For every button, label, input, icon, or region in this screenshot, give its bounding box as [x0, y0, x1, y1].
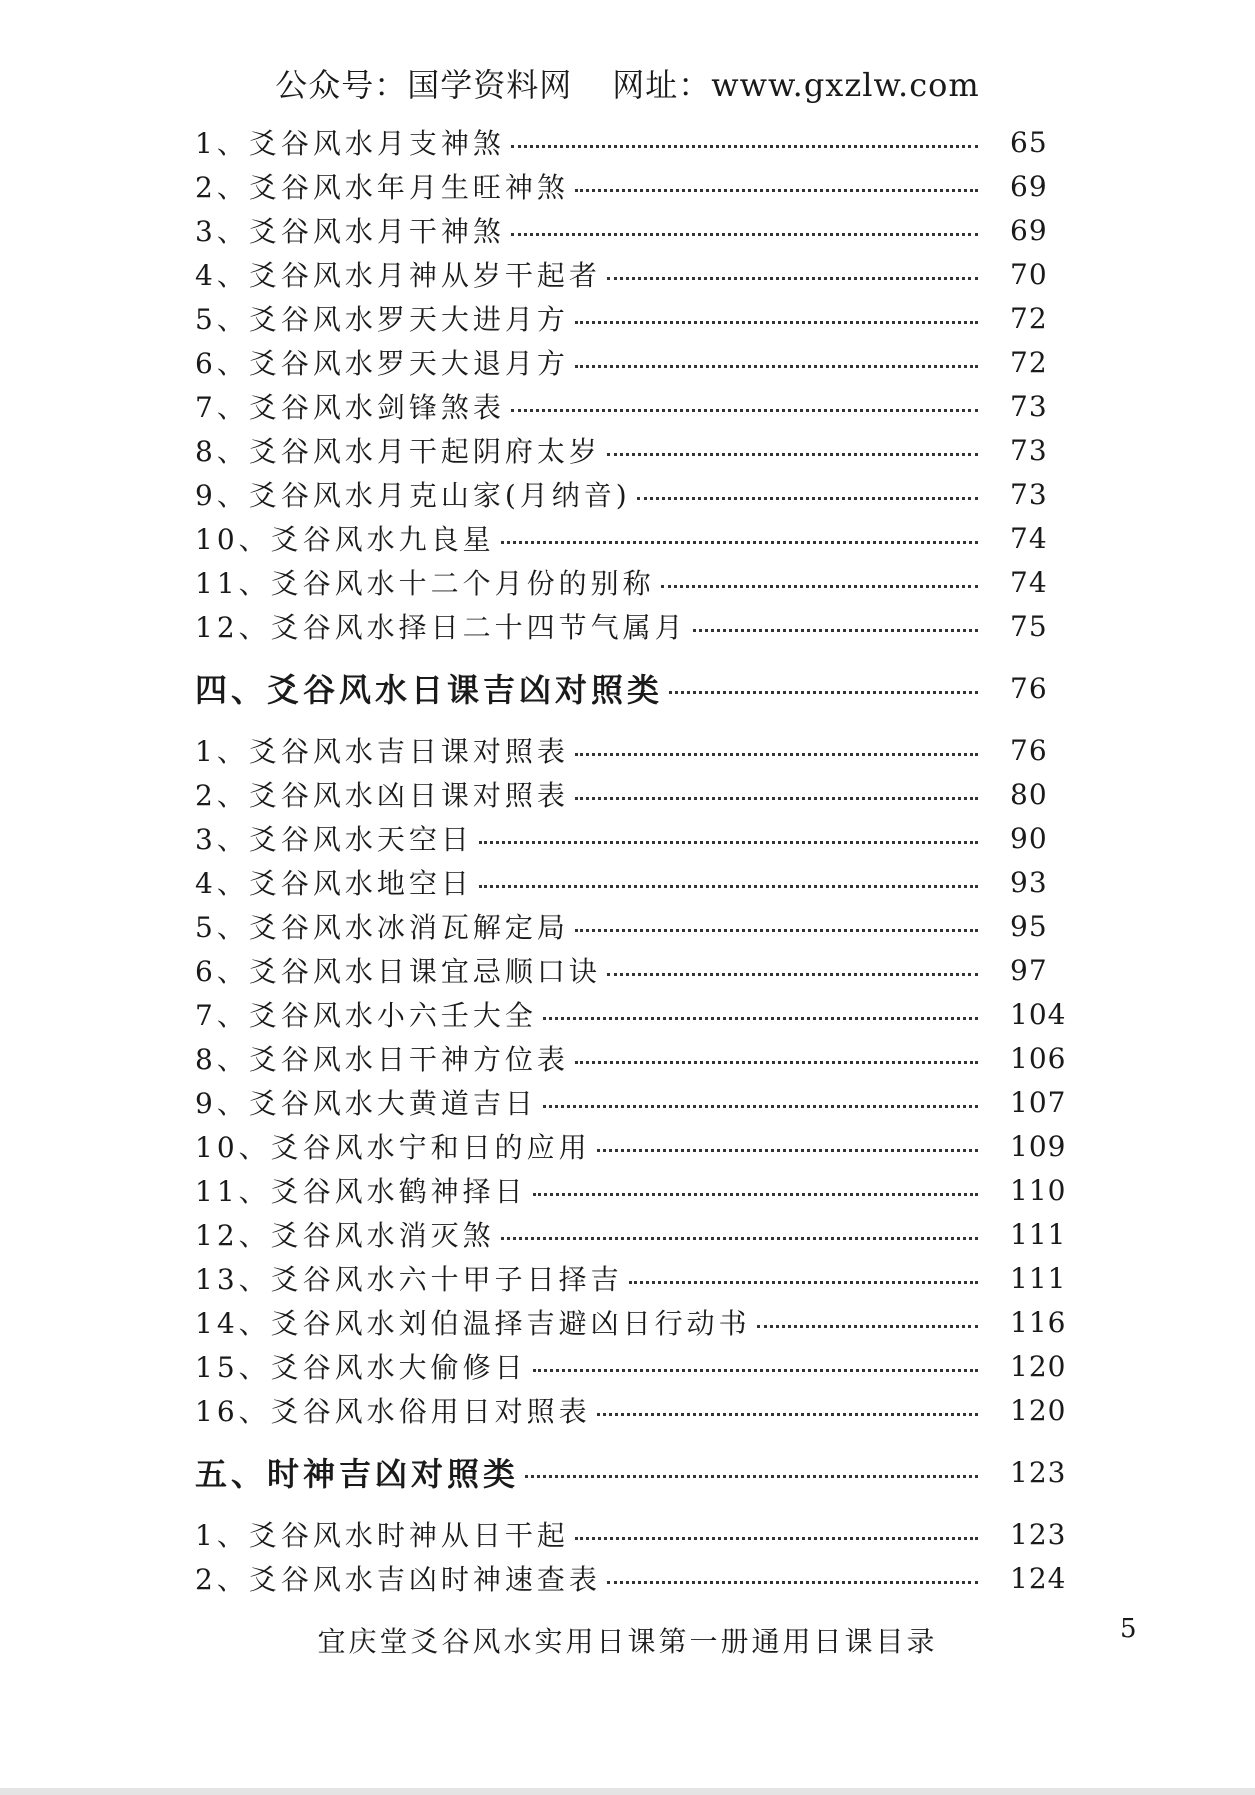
toc-entry [195, 1556, 1080, 1600]
toc-entry [195, 604, 1080, 648]
toc-entry [195, 860, 1080, 904]
toc-entry [195, 428, 1080, 472]
dot-leader [543, 1017, 978, 1020]
toc-entry-label: 1、爻谷风水时神从日干起 [195, 1519, 569, 1552]
table-of-contents [195, 120, 1080, 1600]
toc-entry-label: 10、爻谷风水九良星 [195, 523, 495, 556]
toc-entry-page: 75 [1010, 609, 1048, 643]
header-website: 网址：www.gxzlw.com [612, 66, 980, 104]
toc-entry [195, 948, 1080, 992]
toc-entry-page: 74 [1010, 521, 1048, 555]
header-wechat-account: 公众号：国学资料网 [275, 66, 573, 104]
dot-leader [575, 321, 978, 324]
toc-entry-label: 8、爻谷风水日干神方位表 [195, 1043, 569, 1076]
toc-entry-page: 97 [1010, 953, 1048, 987]
dot-leader [597, 1149, 978, 1152]
toc-entry-page: 110 [1010, 1173, 1067, 1207]
toc-entry-page: 80 [1010, 777, 1048, 811]
toc-entry-label: 15、爻谷风水大偷修日 [195, 1351, 527, 1384]
dot-leader [543, 1105, 978, 1108]
dot-leader [575, 753, 978, 756]
footer-title: 宜庆堂爻谷风水实用日课第一册通用日课目录 [317, 1625, 938, 1658]
toc-entry [195, 816, 1080, 860]
dot-leader [629, 1281, 978, 1284]
toc-entry-page: 70 [1010, 257, 1048, 291]
toc-entry-page: 93 [1010, 865, 1048, 899]
dot-leader [575, 797, 978, 800]
dot-leader [479, 841, 978, 844]
toc-entry-page: 123 [1010, 1455, 1067, 1489]
toc-entry [195, 164, 1080, 208]
toc-entry [195, 904, 1080, 948]
toc-entry [195, 340, 1080, 384]
dot-leader [511, 409, 978, 412]
toc-entry-page: 95 [1010, 909, 1048, 943]
toc-entry-page: 124 [1010, 1561, 1067, 1595]
dot-leader [637, 497, 978, 500]
page-header [0, 60, 1255, 106]
toc-entry-label: 10、爻谷风水宁和日的应用 [195, 1131, 591, 1164]
toc-entry [195, 1212, 1080, 1256]
toc-entry [195, 208, 1080, 252]
dot-leader [501, 541, 978, 544]
toc-entry [195, 1512, 1080, 1556]
dot-leader [607, 1581, 978, 1584]
toc-entry-page: 73 [1010, 477, 1048, 511]
dot-leader [511, 233, 978, 236]
toc-entry [195, 472, 1080, 516]
toc-entry-page: 120 [1010, 1393, 1067, 1427]
toc-entry-label: 1、爻谷风水月支神煞 [195, 127, 505, 160]
toc-entry-page: 65 [1010, 125, 1048, 159]
toc-entry-label: 2、爻谷风水凶日课对照表 [195, 779, 569, 812]
toc-entry-page: 72 [1010, 345, 1048, 379]
toc-entry-page: 111 [1010, 1217, 1067, 1251]
toc-entry-page: 104 [1010, 997, 1067, 1031]
dot-leader [511, 145, 978, 148]
dot-leader [607, 277, 978, 280]
dot-leader [693, 629, 978, 632]
toc-entry-label: 13、爻谷风水六十甲子日择吉 [195, 1263, 623, 1296]
toc-entry-label: 9、爻谷风水月克山家(月纳音) [195, 479, 631, 512]
toc-entry-page: 69 [1010, 213, 1048, 247]
toc-entry [195, 1344, 1080, 1388]
page-number: 5 [1120, 1614, 1137, 1644]
toc-entry-label: 5、爻谷风水冰消瓦解定局 [195, 911, 569, 944]
dot-leader [479, 885, 978, 888]
dot-leader [533, 1193, 978, 1196]
toc-entry-label: 4、爻谷风水月神从岁干起者 [195, 259, 601, 292]
toc-entry-page: 111 [1010, 1261, 1067, 1295]
toc-entry-label: 2、爻谷风水吉凶时神速查表 [195, 1563, 601, 1596]
dot-leader [533, 1369, 978, 1372]
toc-entry-label: 6、爻谷风水日课宜忌顺口诀 [195, 955, 601, 988]
toc-entry-label: 3、爻谷风水天空日 [195, 823, 473, 856]
toc-entry-page: 76 [1010, 671, 1048, 705]
toc-entry-label: 12、爻谷风水消灭煞 [195, 1219, 495, 1252]
toc-entry [195, 772, 1080, 816]
toc-entry-page: 69 [1010, 169, 1048, 203]
dot-leader [757, 1325, 978, 1328]
toc-entry [195, 120, 1080, 164]
dot-leader [661, 585, 978, 588]
toc-entry [195, 1256, 1080, 1300]
toc-entry [195, 1080, 1080, 1124]
toc-entry-page: 107 [1010, 1085, 1067, 1119]
toc-entry [195, 560, 1080, 604]
dot-leader [607, 453, 978, 456]
toc-entry-label: 3、爻谷风水月干神煞 [195, 215, 505, 248]
toc-entry [195, 252, 1080, 296]
dot-leader [501, 1237, 978, 1240]
toc-entry-label: 7、爻谷风水剑锋煞表 [195, 391, 505, 424]
toc-entry-page: 123 [1010, 1517, 1067, 1551]
toc-entry [195, 1300, 1080, 1344]
dot-leader [525, 1475, 978, 1478]
dot-leader [575, 1061, 978, 1064]
toc-entry-label: 6、爻谷风水罗天大退月方 [195, 347, 569, 380]
bottom-edge [0, 1788, 1255, 1795]
toc-entry-page: 106 [1010, 1041, 1067, 1075]
toc-entry-label: 7、爻谷风水小六壬大全 [195, 999, 537, 1032]
toc-entry-page: 74 [1010, 565, 1048, 599]
toc-entry-page: 73 [1010, 389, 1048, 423]
dot-leader [575, 1537, 978, 1540]
toc-entry-label: 1、爻谷风水吉日课对照表 [195, 735, 569, 768]
toc-entry [195, 728, 1080, 772]
toc-entry [195, 516, 1080, 560]
toc-entry-label: 14、爻谷风水刘伯温择吉避凶日行动书 [195, 1307, 751, 1340]
toc-entry-label: 五、时神吉凶对照类 [195, 1455, 520, 1493]
dot-leader [607, 973, 978, 976]
dot-leader [575, 365, 978, 368]
toc-entry [195, 1036, 1080, 1080]
toc-entry-label: 4、爻谷风水地空日 [195, 867, 473, 900]
toc-entry-label: 11、爻谷风水十二个月份的别称 [195, 567, 655, 600]
toc-section-heading [195, 1440, 1080, 1504]
toc-entry-page: 90 [1010, 821, 1048, 855]
toc-entry-label: 11、爻谷风水鹤神择日 [195, 1175, 527, 1208]
dot-leader [597, 1413, 978, 1416]
toc-entry-page: 109 [1010, 1129, 1067, 1163]
dot-leader [575, 929, 978, 932]
toc-entry-page: 72 [1010, 301, 1048, 335]
toc-entry-label: 2、爻谷风水年月生旺神煞 [195, 171, 569, 204]
toc-entry-label: 9、爻谷风水大黄道吉日 [195, 1087, 537, 1120]
toc-entry-page: 73 [1010, 433, 1048, 467]
toc-entry-page: 76 [1010, 733, 1048, 767]
toc-section-heading [195, 656, 1080, 720]
toc-entry-label: 8、爻谷风水月干起阴府太岁 [195, 435, 601, 468]
dot-leader [669, 691, 978, 694]
toc-entry [195, 296, 1080, 340]
toc-entry [195, 1388, 1080, 1432]
toc-entry-label: 12、爻谷风水择日二十四节气属月 [195, 611, 687, 644]
toc-entry-label: 四、爻谷风水日课吉凶对照类 [195, 671, 664, 709]
toc-entry [195, 992, 1080, 1036]
toc-entry-page: 116 [1010, 1305, 1067, 1339]
toc-entry-page: 120 [1010, 1349, 1067, 1383]
toc-entry [195, 1168, 1080, 1212]
toc-entry [195, 384, 1080, 428]
toc-entry-label: 5、爻谷风水罗天大进月方 [195, 303, 569, 336]
toc-entry-label: 16、爻谷风水俗用日对照表 [195, 1395, 591, 1428]
toc-entry [195, 1124, 1080, 1168]
dot-leader [575, 189, 978, 192]
